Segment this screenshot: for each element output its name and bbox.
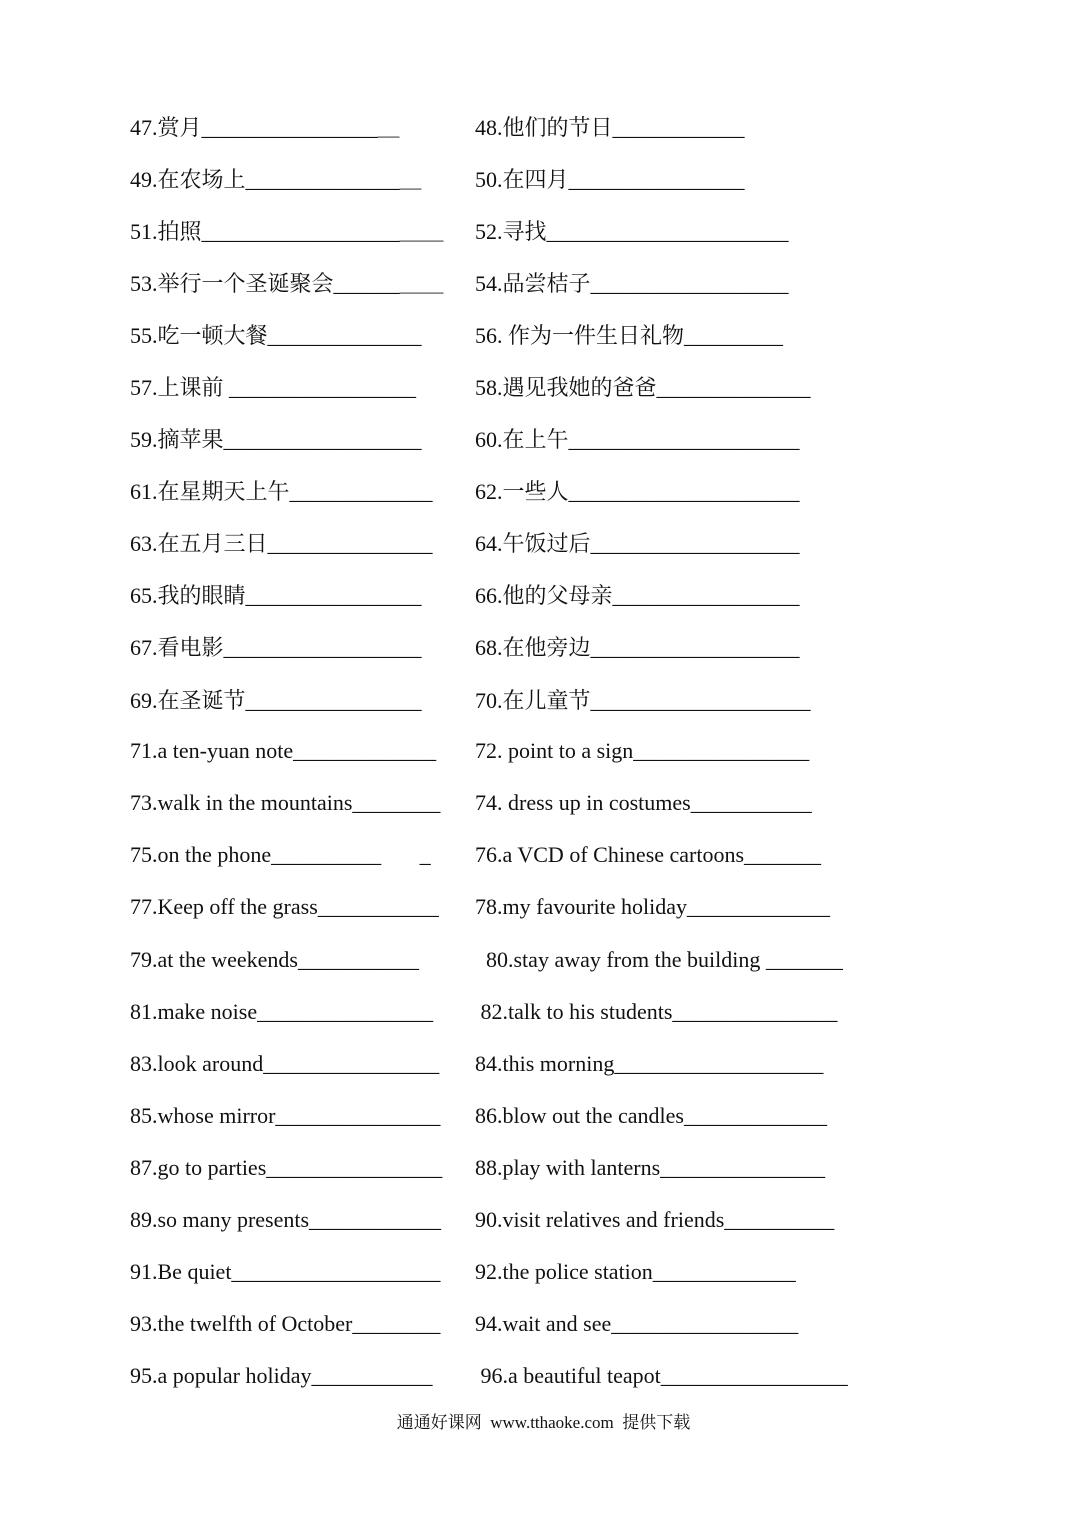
exercise-row — [130, 1142, 930, 1194]
exercise-row — [130, 986, 930, 1038]
exercise-row — [130, 673, 930, 725]
exercise-item: 47.赏月________________＿ — [130, 114, 400, 140]
exercise-row — [130, 1194, 930, 1246]
exercise-list — [130, 100, 930, 1402]
exercise-row — [130, 517, 930, 569]
exercise-item: 78.my favourite holiday_____________ — [475, 894, 831, 920]
exercise-item: 96.a beautiful teapot_________________ — [475, 1363, 848, 1389]
exercise-row — [130, 308, 930, 360]
exercise-row — [130, 777, 930, 829]
exercise-row — [130, 1090, 930, 1142]
exercise-item: 67.看电影__________________ — [130, 635, 422, 661]
exercise-item: 73.walk in the mountains________ — [130, 790, 441, 816]
exercise-row — [130, 881, 930, 933]
exercise-item: 64.午饭过后___________________ — [475, 531, 800, 557]
exercise-row — [130, 1298, 930, 1350]
exercise-item: 62.一些人_____________________ — [475, 479, 800, 505]
exercise-item: 71.a ten-yuan note_____________ — [130, 738, 437, 764]
exercise-item: 83.look around________________ — [130, 1050, 440, 1076]
exercise-item: 54.品尝桔子__________________ — [475, 270, 789, 296]
exercise-item: 63.在五月三日_______________ — [130, 531, 433, 557]
exercise-row — [130, 1038, 930, 1090]
exercise-item: 89.so many presents____________ — [130, 1207, 442, 1233]
exercise-item: 87.go to parties________________ — [130, 1154, 443, 1180]
exercise-item: 66.他的父母亲_________________ — [475, 583, 800, 609]
exercise-row — [130, 1350, 930, 1402]
exercise-item: 90.visit relatives and friends__________ — [475, 1207, 835, 1233]
exercise-item: 56. 作为一件生日礼物_________ — [475, 322, 784, 348]
exercise-item: 88.play with lanterns_______________ — [475, 1154, 826, 1180]
exercise-item: 70.在儿童节____________________ — [475, 687, 811, 713]
exercise-row — [130, 934, 930, 986]
exercise-item: 80.stay away from the building _______ — [475, 946, 843, 972]
exercise-item: 95.a popular holiday___________ — [130, 1363, 433, 1389]
exercise-row — [130, 204, 930, 256]
exercise-row — [130, 621, 930, 673]
exercise-item: 76.a VCD of Chinese cartoons_______ — [475, 842, 822, 868]
exercise-item: 51.拍照__________________＿＿ — [130, 218, 444, 244]
exercise-row — [130, 256, 930, 308]
exercise-item: 82.talk to his students_______________ — [475, 998, 838, 1024]
exercise-item: 94.wait and see_________________ — [475, 1311, 799, 1337]
exercise-item: 65.我的眼睛________________ — [130, 583, 422, 609]
exercise-row — [130, 413, 930, 465]
exercise-item: 61.在星期天上午_____________ — [130, 479, 433, 505]
exercise-row — [130, 569, 930, 621]
footer-credit: 通通好课网 www.tthaoke.com 提供下载 — [396, 1413, 691, 1432]
exercise-item: 53.举行一个圣诞聚会______＿＿ — [130, 270, 444, 296]
exercise-row — [130, 725, 930, 777]
exercise-item: 49.在农场上______________＿ — [130, 166, 422, 192]
exercise-item: 79.at the weekends___________ — [130, 946, 419, 972]
exercise-item: 86.blow out the candles_____________ — [475, 1102, 827, 1128]
exercise-item: 68.在他旁边___________________ — [475, 635, 800, 661]
exercise-item: 77.Keep off the grass___________ — [130, 894, 439, 920]
exercise-item: 85.whose mirror_______________ — [130, 1102, 441, 1128]
exercise-item: 58.遇见我她的爸爸______________ — [475, 375, 811, 401]
exercise-item: 92.the police station_____________ — [475, 1259, 796, 1285]
exercise-item: 55.吃一顿大餐______________ — [130, 322, 422, 348]
exercise-row — [130, 100, 930, 152]
exercise-row — [130, 465, 930, 517]
exercise-row — [130, 829, 930, 881]
exercise-item: 84.this morning___________________ — [475, 1050, 824, 1076]
exercise-row — [130, 1246, 930, 1298]
exercise-item: 93.the twelfth of October________ — [130, 1311, 441, 1337]
exercise-item: 69.在圣诞节________________ — [130, 687, 422, 713]
exercise-item: 75.on the phone__________ _ — [130, 842, 431, 868]
exercise-item: 52.寻找______________________ — [475, 218, 789, 244]
exercise-item: 59.摘苹果__________________ — [130, 427, 422, 453]
exercise-item: 91.Be quiet___________________ — [130, 1259, 441, 1285]
exercise-item: 74. dress up in costumes___________ — [475, 790, 812, 816]
exercise-item: 72. point to a sign________________ — [475, 738, 810, 764]
exercise-item: 48.他们的节日____________ — [475, 114, 745, 140]
exercise-row — [130, 152, 930, 204]
exercise-item: 81.make noise________________ — [130, 998, 434, 1024]
exercise-item: 50.在四月________________ — [475, 166, 745, 192]
exercise-row — [130, 360, 930, 412]
exercise-item: 60.在上午_____________________ — [475, 427, 800, 453]
exercise-item: 57.上课前 _________________ — [130, 375, 417, 401]
